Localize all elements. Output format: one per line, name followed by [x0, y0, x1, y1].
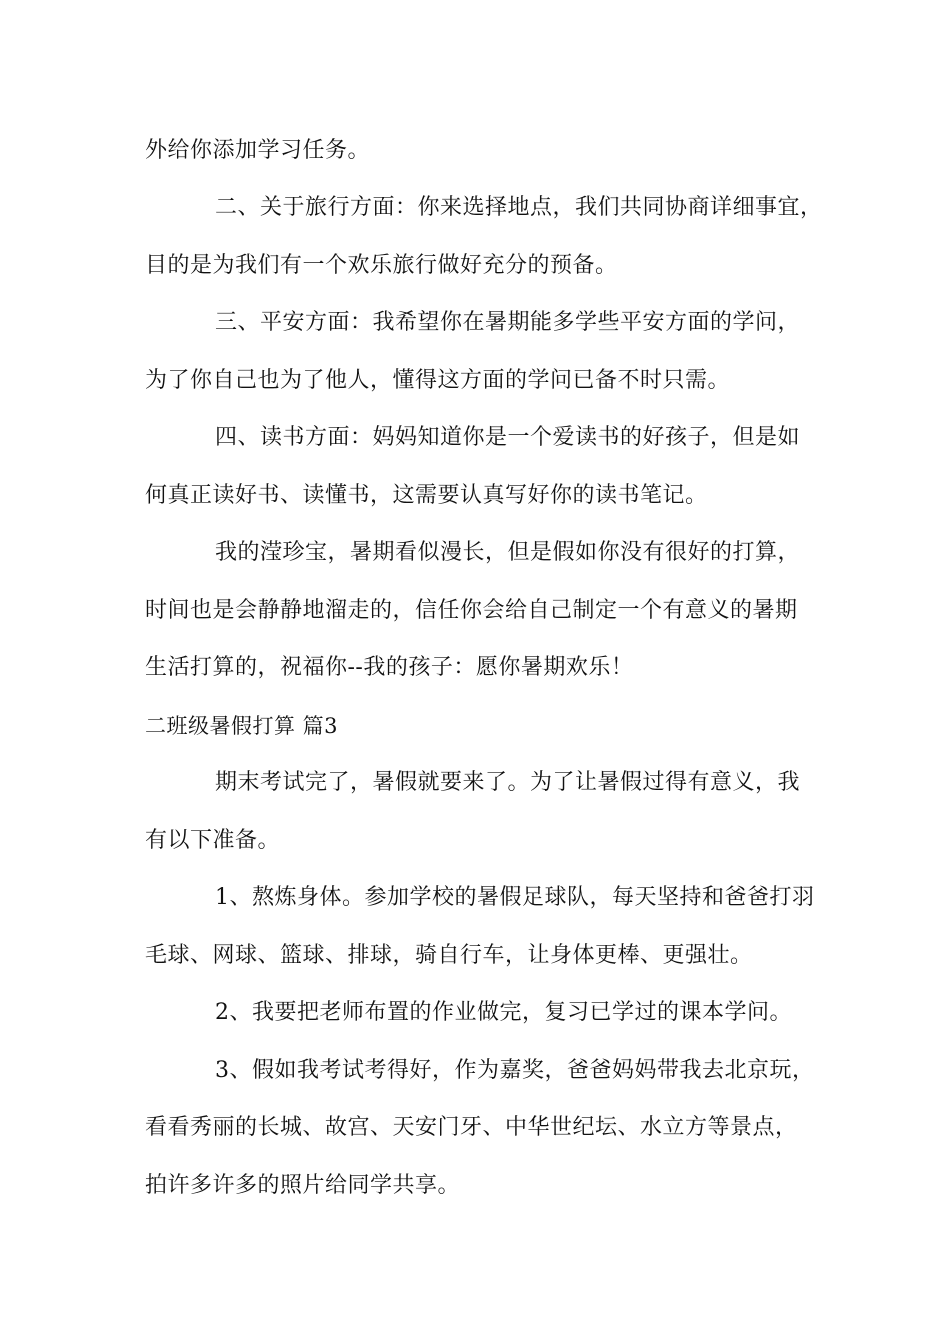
paragraph-line: 何真正读好书、读懂书，这需要认真写好你的读书笔记。: [145, 483, 708, 508]
paragraph-line: 看看秀丽的长城、故宫、天安门牙、中华世纪坛、水立方等景点，: [145, 1115, 798, 1140]
paragraph-line: 为了你自己也为了他人，懂得这方面的学问已备不时只需。: [145, 368, 731, 393]
paragraph-line: 外给你添加学习任务。: [145, 138, 371, 163]
paragraph-line: 1、熬炼身体。参加学校的暑假足球队，每天坚持和爸爸打羽: [215, 885, 815, 910]
paragraph-line: 目的是为我们有一个欢乐旅行做好充分的预备。: [145, 253, 618, 278]
paragraph-line: 我的滢珍宝，暑期看似漫长，但是假如你没有很好的打算，: [215, 540, 801, 565]
paragraph-line: 生活打算的，祝福你--我的孩子：愿你暑期欢乐！: [145, 655, 634, 680]
paragraph-line: 时间也是会静静地溜走的，信任你会给自己制定一个有意义的暑期: [145, 598, 798, 623]
paragraph-line: 有以下准备。: [145, 828, 281, 853]
paragraph-line: 拍许多许多的照片给同学共享。: [145, 1173, 461, 1198]
paragraph-line: 3、假如我考试考得好，作为嘉奖，爸爸妈妈带我去北京玩，: [215, 1058, 815, 1083]
paragraph-line: 二、关于旅行方面：你来选择地点，我们共同协商详细事宜，: [215, 195, 823, 220]
paragraph-line: 三、平安方面：我希望你在暑期能多学些平安方面的学问，: [215, 310, 801, 335]
paragraph-line: 毛球、网球、篮球、排球，骑自行车，让身体更棒、更强壮。: [145, 943, 753, 968]
paragraph-line: 期末考试完了，暑假就要来了。为了让暑假过得有意义，我: [215, 770, 801, 795]
section-heading: 二班级暑假打算 篇3: [145, 714, 339, 738]
paragraph-line: 2、我要把老师布置的作业做完，复习已学过的课本学问。: [215, 1000, 792, 1025]
paragraph-line: 四、读书方面：妈妈知道你是一个爱读书的好孩子，但是如: [215, 425, 801, 450]
